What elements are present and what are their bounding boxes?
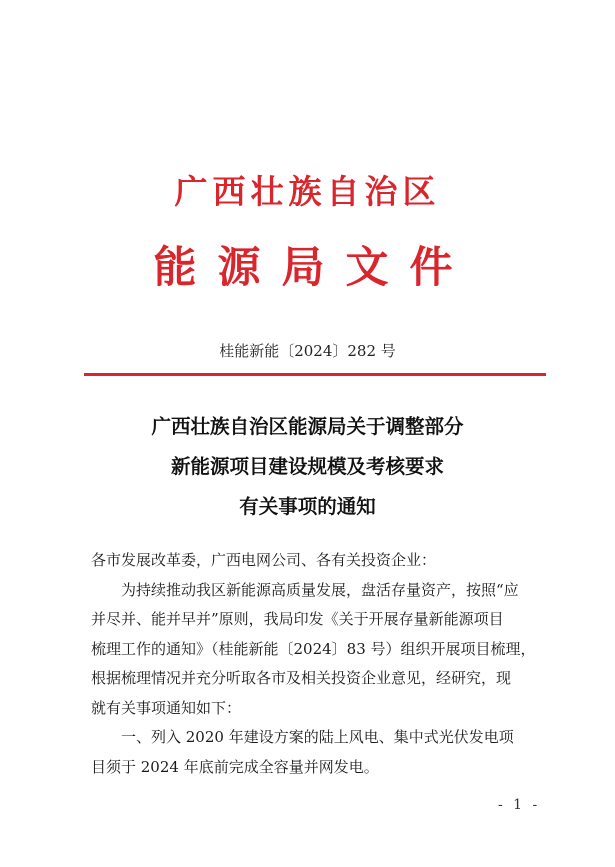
paragraph-line: 根据梳理情况并充分听取各市及相关投资企业意见，经研究，现 bbox=[91, 669, 512, 687]
document-type-heading: 能源局文件 bbox=[153, 243, 474, 293]
title-line: 新能源项目建设规模及考核要求 bbox=[170, 455, 444, 478]
paragraph-line: 并尽并、能并早并”原则，我局印发《关于开展存量新能源项目 bbox=[91, 610, 504, 628]
document-number: 桂能新能〔2024〕282 号 bbox=[219, 342, 396, 360]
document-body bbox=[91, 546, 553, 782]
document-title bbox=[0, 407, 615, 527]
paragraph-line: 一、列入 2020 年建设方案的陆上风电、集中式光伏发电项 bbox=[121, 728, 514, 746]
page-number: - 1 - bbox=[498, 797, 541, 813]
paragraph-line: 目须于 2024 年底前完成全容量并网发电。 bbox=[91, 757, 379, 776]
title-line: 广西壮族自治区能源局关于调整部分 bbox=[151, 415, 464, 438]
paragraph-line: 就有关事项通知如下： bbox=[91, 698, 242, 717]
issuing-organization: 广西壮族自治区 bbox=[174, 172, 441, 211]
paragraph-line: 梳理工作的通知》（桂能新能〔2024〕83 号）组织开展项目梳理， bbox=[91, 639, 536, 658]
paragraph-line: 为持续推动我区新能源高质量发展，盘活存量资产，按照“应 bbox=[121, 580, 519, 599]
title-line: 有关事项的通知 bbox=[239, 495, 376, 518]
red-divider-line bbox=[84, 373, 546, 376]
addressees: 各市发展改革委，广西电网公司、各有关投资企业： bbox=[91, 551, 437, 569]
